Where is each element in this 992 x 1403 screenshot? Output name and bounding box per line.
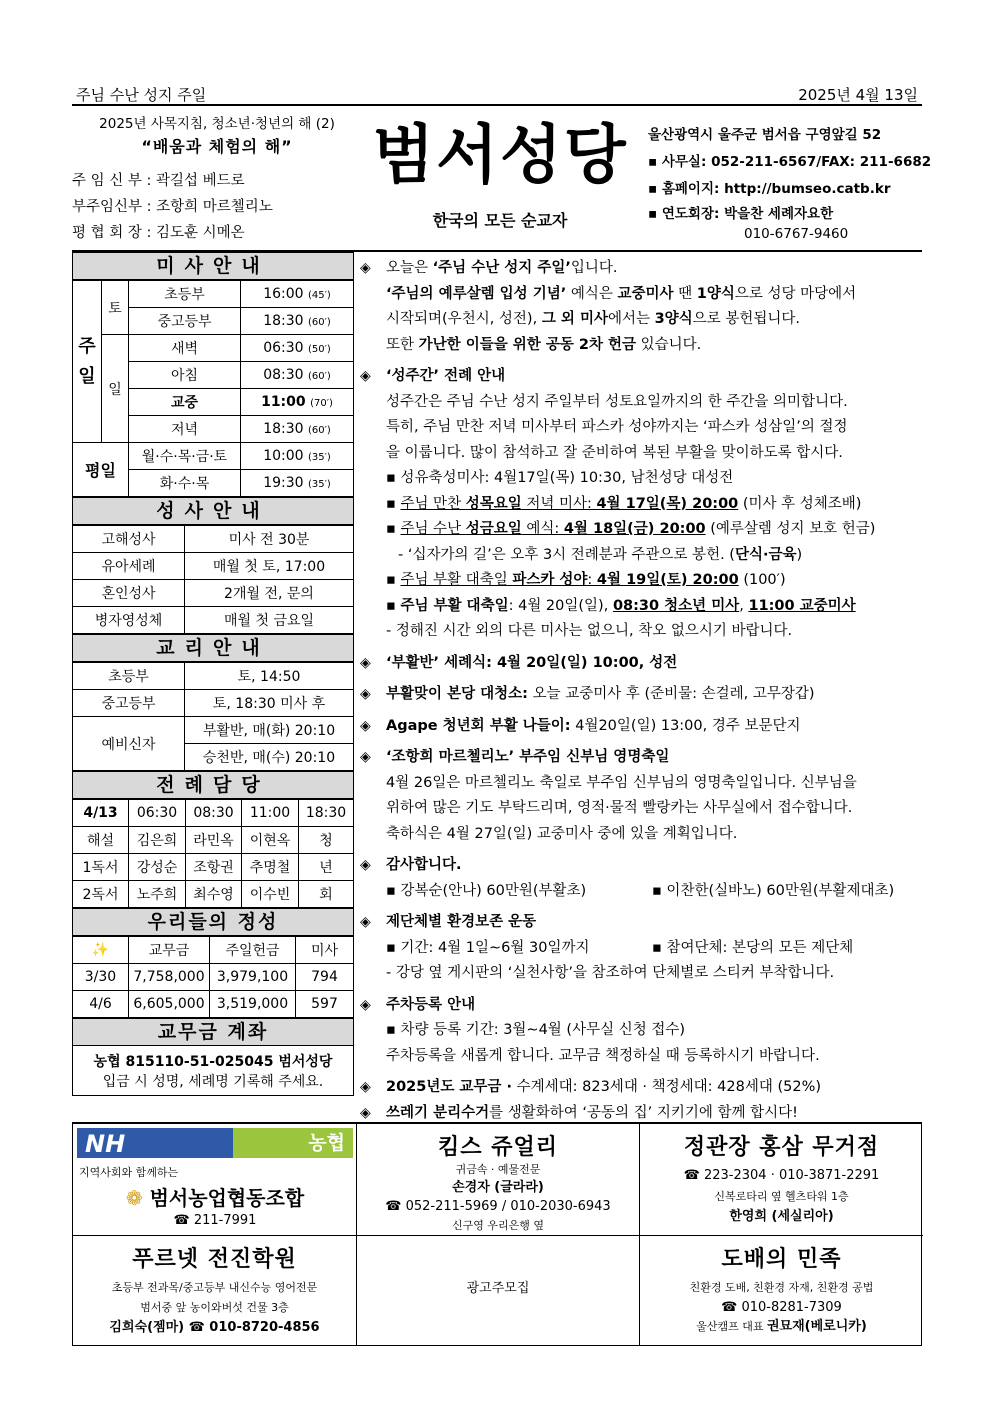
notice-bullet: ▪ 강복순(안나) 60만원(부활초) ▪ 이찬한(실바노) 60만원(부활제대초) (386, 882, 895, 899)
offering-date: 3/30 (73, 964, 129, 991)
sat-label: 토 (102, 281, 129, 335)
sacrament-name: 병자영성체 (73, 607, 185, 634)
notice-environment: ◈ 제단체별 환경보존 운동 (358, 910, 924, 936)
mass-time: 18:30 (60′) (241, 416, 354, 443)
notice-text: 주차등록을 새롭게 합니다. 교무금 책정하실 때 등록하시기 바랍니다. (386, 1047, 820, 1064)
catechism-value: 승천반, 매(수) 20:10 (185, 744, 354, 771)
bulletin-date: 2025년 4월 13일 (798, 86, 918, 104)
liturgy-role: 해설 (73, 827, 129, 854)
catechism-name: 중고등부 (73, 690, 185, 717)
notice-text: ‘주님의 예루살렘 입성 기념’ 예식은 교중미사 땐 1양식으로 성당 마당에서 (386, 285, 857, 302)
liturgy-person: 노주희 (129, 881, 186, 908)
liturgy-person: 강성순 (129, 854, 186, 881)
sparkle-icon: ✨ (73, 937, 129, 964)
nonghyup-logo-icon: ❁ (125, 1186, 143, 1210)
ad-title: 정관장 홍삼 무거점 (683, 1135, 880, 1160)
left-column (72, 252, 354, 1096)
office-phone: ▪ 사무실: 052-211-6567/FAX: 211-6682 (648, 154, 932, 170)
notice-bullet: - 정해진 시간 외의 다른 미사는 없으니, 착오 없으시기 바랍니다. (386, 623, 793, 639)
theme: “배움과 체험의 해” (141, 137, 293, 156)
header-left (72, 112, 362, 245)
ads-grid (72, 1122, 922, 1346)
offering-value: 3,979,100 (210, 964, 296, 991)
liturgy-date: 4/13 (73, 800, 129, 827)
ad-title: 도배의 민족 (721, 1247, 842, 1272)
offering-value: 3,519,000 (210, 991, 296, 1018)
ad-phone: ☎ 010-8281-7309 (721, 1300, 842, 1315)
notice-baptism: ◈ ‘부활반’ 세례식: 4월 20일(일) 10:00, 성전 (358, 651, 924, 677)
sacrament-table (72, 525, 354, 634)
ad-wanted-text: 광고주모집 (466, 1281, 530, 1296)
account-note: 입금 시 성명, 세례명 기록해 주세요. (102, 1074, 324, 1090)
liturgy-person: 이현옥 (242, 827, 299, 854)
sacrament-value: 미사 전 30분 (185, 526, 354, 553)
account-section-title: 교무금 계좌 (72, 1018, 354, 1046)
liturgy-time: 06:30 (129, 800, 186, 827)
notice-feast-day: ◈ ‘조항희 마르첼리노’ 부주임 신부님 영명축일 (358, 745, 924, 771)
catechism-section-title: 교리안내 (72, 634, 354, 662)
ad-title: 킴스 쥬얼리 (438, 1135, 558, 1160)
notice-text: 축하식은 4월 27일(일) 교중미사 중에 있을 계획입니다. (386, 825, 738, 842)
account-number: 농협 815110-51-025045 범서성당 (93, 1054, 333, 1070)
homepage-link[interactable]: ▪ 홈페이지: http://bumseo.catb.kr (648, 181, 891, 197)
notice-text: 성주간은 주님 수난 성지 주일부터 성토요일까지의 한 주간을 의미합니다. (386, 393, 848, 410)
mass-time: 19:30 (35′) (241, 470, 354, 497)
ad-text: 귀금속 · 예물전문 (455, 1163, 541, 1176)
ad-title: 푸르넷 전진학원 (132, 1247, 297, 1272)
liturgy-time: 11:00 (242, 800, 299, 827)
diamond-icon: ◈ (360, 654, 371, 671)
notice-text: 시작되며(우천시, 성전), 그 외 미사에서는 3양식으로 봉헌됩니다. (386, 311, 800, 327)
mass-name: 화·수·목 (129, 470, 241, 497)
liturgy-person: 김은희 (129, 827, 186, 854)
address: 울산광역시 울주군 범서읍 구영앞길 52 (648, 127, 882, 143)
notice-thanks: ◈ 감사합니다. (358, 853, 924, 879)
sacrament-name: 혼인성사 (73, 580, 185, 607)
ad-text: 초등부 전과목/중고등부 내신수능 영어전문 (111, 1281, 318, 1294)
theme-line: 2025년 사목지침, 청소년·청년의 해 (2) (99, 116, 335, 132)
diamond-icon: ◈ (360, 1104, 371, 1121)
diamond-icon: ◈ (360, 260, 371, 276)
liturgy-section-title: 전례담당 (72, 771, 354, 799)
sacrament-value: 매월 첫 금요일 (185, 607, 354, 634)
mass-name: 새벽 (129, 335, 241, 362)
liturgy-person: 년 (299, 854, 354, 881)
catechism-table (72, 662, 354, 771)
ad-academy (73, 1236, 357, 1346)
liturgy-time: 08:30 (186, 800, 242, 827)
mass-name: 월·수·목·금·토 (129, 443, 241, 470)
ad-wanted (357, 1236, 640, 1346)
notice-bullet: - ‘십자가의 길’은 오후 3시 전례분과 주관으로 봉헌. (단식·금육) (398, 546, 803, 563)
mass-name: 저녁 (129, 416, 241, 443)
ad-text: 신구영 우리은행 옆 (451, 1219, 544, 1232)
offering-date: 4/6 (73, 991, 129, 1018)
diamond-icon: ◈ (360, 368, 371, 384)
diamond-icon: ◈ (360, 717, 371, 734)
parish-title: 범서성당 (372, 119, 628, 193)
diamond-icon: ◈ (360, 996, 371, 1013)
header-contact (648, 122, 932, 243)
mass-time: 11:00 (70′) (241, 389, 354, 416)
ad-name: 손경자 (글라라) (452, 1180, 544, 1195)
ad-text: 범서중 앞 농이와버섯 건물 3층 (140, 1301, 289, 1314)
liturgy-person: 청 (299, 827, 354, 854)
offering-value: 6,605,000 (129, 991, 210, 1018)
diamond-icon: ◈ (360, 749, 371, 765)
council-president: 평 협 회 장 : 김도훈 시메온 (72, 225, 245, 241)
offering-section-title: 우리들의 정성 (72, 908, 354, 936)
offering-value: 794 (296, 964, 354, 991)
mass-name: 중고등부 (129, 308, 241, 335)
offering-value: 7,758,000 (129, 964, 210, 991)
mass-time: 16:00 (45′) (241, 281, 354, 308)
notice-bullet: ▪ 주님 부활 대축일: 4월 20일(일), 08:30 청소년 미사, 11:00 교중미사 (386, 597, 856, 614)
notice-youth-outing: ◈ Agape 청년회 부활 나들이: 4월20일(일) 13:00, 경주 보문단지 (358, 714, 924, 740)
mass-table (72, 280, 354, 497)
chairman-phone: 010-6767-9460 (744, 226, 849, 242)
notice-holy-week: ◈ ‘성주간’ 전례 안내 (358, 364, 924, 390)
liturgy-person: 최수영 (186, 881, 242, 908)
liturgy-person: 라민옥 (186, 827, 242, 854)
nh-logo: NH 농협 (77, 1128, 353, 1158)
account-box (72, 1046, 354, 1096)
notices (358, 256, 924, 1126)
ad-name: 김희숙(젬마) ☎ 010-8720-4856 (109, 1320, 320, 1335)
sunday-label: 주일 (73, 281, 102, 443)
catechism-name: 초등부 (73, 663, 185, 690)
catechism-value: 토, 18:30 미사 후 (185, 690, 354, 717)
notice-parking: ◈ 주차등록 안내 (358, 993, 924, 1019)
liturgy-role: 2독서 (73, 881, 129, 908)
notice-bullet: ▪ 주님 수난 성금요일 예식: 4월 18일(금) 20:00 (예루살렘 성지 보호 헌금) (386, 521, 876, 537)
chairman: ▪ 연도회장: 박을찬 세례자요한 (648, 206, 834, 222)
ad-text: 신복로타리 옆 헬츠타워 1층 (714, 1190, 849, 1203)
notice-text: 을 이룹니다. 많이 참석하고 잘 준비하여 복된 부활을 맞이하도록 합시다. (386, 444, 843, 461)
offering-header: 미사 (296, 937, 354, 964)
notice-cleaning: ◈ 부활맞이 본당 대청소: 오늘 교중미사 후 (준비물: 손걸레, 고무장갑) (358, 682, 924, 708)
notice-bullet: ▪ 주님 부활 대축일 파스카 성야: 4월 19일(토) 20:00 (100′) (386, 572, 786, 588)
offering-value: 597 (296, 991, 354, 1018)
offering-header: 주일헌금 (210, 937, 296, 964)
notice-bullet: - 강당 옆 게시판의 ‘실천사항’을 참조하여 단체별로 스티커 부착합니다. (386, 965, 835, 981)
notice-today: ◈ 오늘은 ‘주님 수난 성지 주일’입니다. (358, 256, 924, 282)
liturgy-table (72, 799, 354, 908)
liturgy-person: 이수빈 (242, 881, 299, 908)
ad-phone: ☎ 052-211-5969 / 010-2030-6943 (385, 1199, 611, 1214)
liturgy-role: 1독서 (73, 854, 129, 881)
diamond-icon: ◈ (360, 857, 371, 873)
ad-name: 한영희 (세실리아) (729, 1209, 834, 1224)
mass-name: 아침 (129, 362, 241, 389)
notice-bullet: ▪ 주님 만찬 성목요일 저녁 미사: 4월 17일(목) 20:00 (미사 후 성체조배) (386, 495, 862, 512)
sun-label: 일 (102, 335, 129, 443)
liturgy-time: 18:30 (299, 800, 354, 827)
notice-bullet: ▪ 차량 등록 기간: 3월∼4월 (사무실 신청 접수) (386, 1022, 685, 1038)
notice-bullet: ▪ 기간: 4월 1일∼6월 30일까지 ▪ 참여단체: 본당의 모든 제단체 (386, 939, 854, 956)
notice-dues: ◈ 2025년도 교무금 · 수계세대: 823세대 · 책정세대: 428세대 (52%) (358, 1075, 924, 1101)
mass-name: 교중 (129, 389, 241, 416)
sacrament-name: 유아세례 (73, 553, 185, 580)
ad-ginseng (640, 1124, 923, 1236)
catechism-value: 토, 14:50 (185, 663, 354, 690)
ad-nonghyup (73, 1124, 357, 1236)
associate-pastor: 부주임신부 : 조항희 마르첼리노 (72, 199, 273, 215)
diamond-icon: ◈ (360, 686, 371, 702)
notice-bullet: ▪ 성유축성미사: 4월17일(목) 10:30, 남천성당 대성전 (386, 470, 734, 486)
liturgy-person: 회 (299, 881, 354, 908)
mass-time: 06:30 (50′) (241, 335, 354, 362)
sacrament-name: 고해성사 (73, 526, 185, 553)
sacrament-section-title: 성사안내 (72, 497, 354, 525)
mass-section-title: 미사안내 (72, 252, 354, 280)
ad-wallpaper (640, 1236, 923, 1346)
notice-text: 또한 가난한 이들을 위한 공동 2차 헌금 있습니다. (386, 336, 702, 353)
ad-phone: ☎ 211-7991 (173, 1213, 257, 1228)
notice-text: 위하여 많은 기도 부탁드리며, 영적·물적 빨랑카는 사무실에서 접수합니다. (386, 800, 853, 816)
notice-recycling: ◈ 쓰레기 분리수거를 생활화하여 ‘공동의 집’ 지키기에 함께 합시다! (358, 1101, 924, 1127)
pastor: 주 임 신 부 : 곽길섭 베드로 (72, 173, 245, 189)
ad-kims-jewelry (357, 1124, 640, 1236)
mass-time: 18:30 (60′) (241, 308, 354, 335)
diamond-icon: ◈ (360, 1079, 371, 1095)
mass-name: 초등부 (129, 281, 241, 308)
liturgical-day: 주님 수난 성지 주일 (76, 86, 207, 104)
ad-text: 친환경 도배, 친환경 자재, 친환경 공법 (689, 1281, 874, 1294)
ad-text: 지역사회와 함께하는 (79, 1166, 179, 1179)
offering-table (72, 936, 354, 1018)
liturgy-person: 추명철 (242, 854, 299, 881)
mass-time: 08:30 (60′) (241, 362, 354, 389)
ad-phone: ☎ 223-2304 · 010-3871-2291 (683, 1168, 880, 1183)
ad-title: ❁ 범서농업협동조합 (125, 1186, 305, 1210)
parish-patron: 한국의 모든 순교자 (432, 211, 568, 230)
catechism-value: 부활반, 매(화) 20:10 (185, 717, 354, 744)
notice-text: 4월 26일은 마르첼리노 축일로 부주임 신부님의 영명축일입니다. 신부님을 (386, 774, 857, 791)
ad-name: 울산캠프 대표 권묘재(베로니카) (696, 1319, 867, 1334)
sacrament-value: 2개월 전, 문의 (185, 580, 354, 607)
sacrament-value: 매월 첫 토, 17:00 (185, 553, 354, 580)
top-bar (72, 82, 922, 106)
notice-text: 특히, 주님 만찬 저녁 미사부터 파스카 성야까지는 ‘파스카 성삼일’의 절정 (386, 419, 848, 435)
liturgy-person: 조항권 (186, 854, 242, 881)
offering-header: 교무금 (129, 937, 210, 964)
mass-time: 10:00 (35′) (241, 443, 354, 470)
pre-catechumen-label: 예비신자 (73, 717, 185, 771)
diamond-icon: ◈ (360, 914, 371, 930)
weekday-label: 평일 (73, 443, 129, 497)
